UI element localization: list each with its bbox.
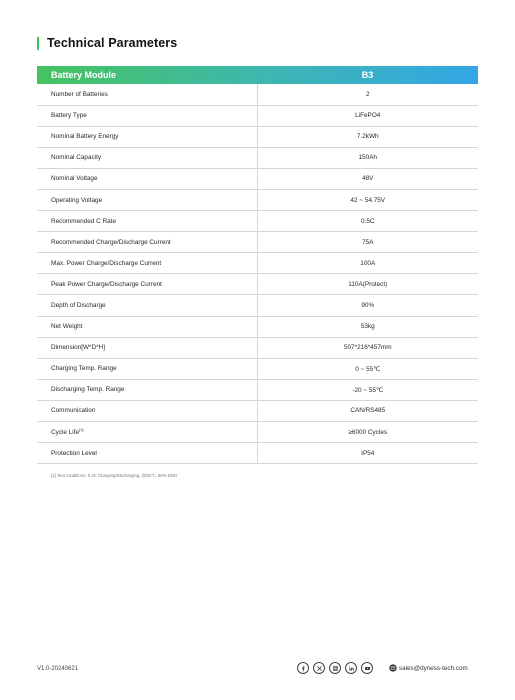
table-row	[37, 295, 478, 316]
row-label: Nominal Battery Energy	[37, 126, 257, 147]
row-label: Dimension[W*D*H]	[37, 337, 257, 358]
row-label: Max. Power Charge/Discharge Current	[37, 253, 257, 274]
row-label: Charging Temp. Range	[37, 358, 257, 379]
email-address[interactable]: sales@dyness-tech.com	[399, 664, 468, 672]
row-label: Number of Batteries	[37, 84, 257, 105]
row-value: 7.2kWh	[257, 126, 478, 147]
page-title: Technical Parameters	[47, 36, 178, 50]
footnote-marker: [1]	[79, 426, 84, 432]
row-value: IP54	[257, 443, 478, 464]
row-value: LiFePO4	[257, 105, 478, 126]
table-row	[37, 147, 478, 168]
row-label-cell	[37, 422, 257, 443]
facebook-icon[interactable]	[297, 662, 309, 674]
row-value: 53kg	[257, 316, 478, 337]
table-row	[37, 232, 478, 253]
social-links	[297, 662, 373, 674]
table-row	[37, 274, 478, 295]
table-footnote: [1] Test conditions: 0.2C Charging/Discharging, @25℃, 90% DOD	[51, 473, 178, 478]
row-label: Communication	[37, 400, 257, 421]
table-row	[37, 105, 478, 126]
row-value: 0 ~ 55℃	[257, 358, 478, 379]
table-row	[37, 358, 478, 379]
row-value: 110A(Protect)	[257, 274, 478, 295]
column-header-model: B3	[361, 70, 374, 80]
row-label: Peak Power Charge/Discharge Current	[37, 274, 257, 295]
table-row	[37, 189, 478, 210]
row-label: Discharging Temp. Range	[37, 379, 257, 400]
row-value: 2	[257, 84, 478, 105]
row-label: Cycle Life	[51, 428, 80, 436]
table-row	[37, 253, 478, 274]
row-label: Nominal Voltage	[37, 168, 257, 189]
table-row	[37, 443, 478, 464]
row-label: Net Weight	[37, 316, 257, 337]
row-value: 75A	[257, 232, 478, 253]
row-value: 100A	[257, 253, 478, 274]
row-label: Depth of Discharge	[37, 295, 257, 316]
table-row	[37, 337, 478, 358]
title-accent-bar	[37, 37, 39, 50]
table-row	[37, 168, 478, 189]
row-label: Operating Voltage	[37, 189, 257, 210]
youtube-icon[interactable]	[361, 662, 373, 674]
x-icon[interactable]	[313, 662, 325, 674]
table-row	[37, 84, 478, 105]
row-label: Recommended C Rate	[37, 211, 257, 232]
table-row	[37, 126, 478, 147]
row-value: 150Ah	[257, 147, 478, 168]
row-value: ≥6000 Cycles	[257, 422, 478, 443]
row-value: CAN/RS485	[257, 400, 478, 421]
row-value: 0.5C	[257, 211, 478, 232]
table-row	[37, 316, 478, 337]
technical-parameters-table	[37, 66, 478, 464]
table-row	[37, 379, 478, 400]
row-label: Protection Level	[37, 443, 257, 464]
instagram-icon[interactable]	[329, 662, 341, 674]
table-row	[37, 400, 478, 421]
row-value: 48V	[257, 168, 478, 189]
contact-email[interactable]	[389, 664, 468, 672]
row-value: 42 ~ 54.75V	[257, 189, 478, 210]
row-label: Recommended Charge/Discharge Current	[37, 232, 257, 253]
row-value: -20 ~ 55℃	[257, 379, 478, 400]
row-label: Nominal Capacity	[37, 147, 257, 168]
email-icon	[389, 664, 397, 672]
document-version: V1.0-20240621	[37, 666, 79, 672]
linkedin-icon[interactable]	[345, 662, 357, 674]
page-header	[37, 36, 177, 50]
table-row	[37, 211, 478, 232]
row-value: 507*216*457mm	[257, 337, 478, 358]
table-header-row	[37, 66, 478, 84]
row-value: 90%	[257, 295, 478, 316]
row-label: Battery Type	[37, 105, 257, 126]
table-row	[37, 422, 478, 443]
column-header-battery-module: Battery Module	[51, 70, 117, 80]
